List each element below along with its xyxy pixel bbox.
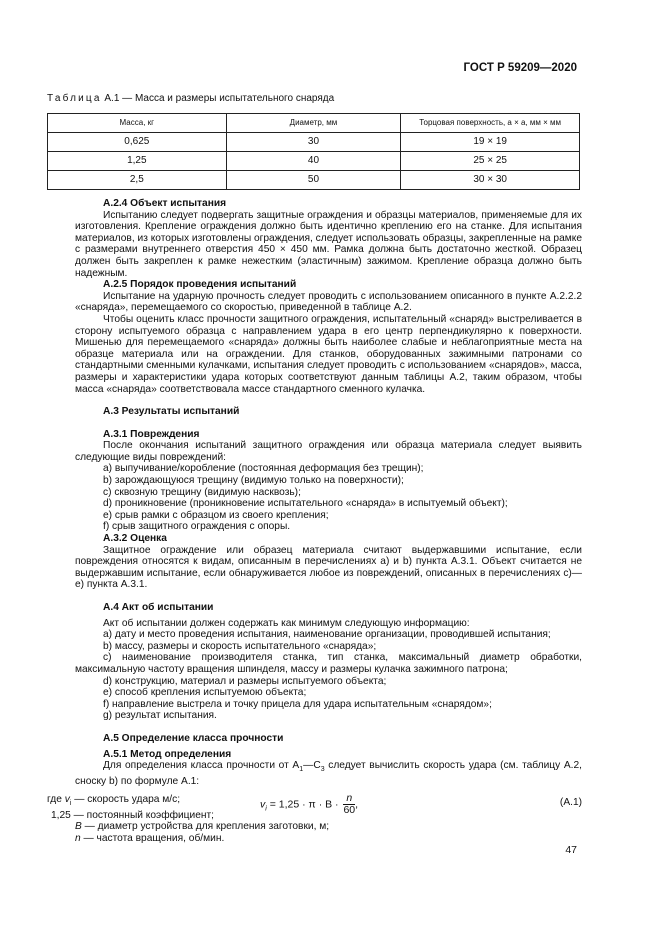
list-item: b) зарождающуюся трещину (видимую только на поверхности);	[103, 475, 404, 487]
projectile-table	[47, 113, 580, 190]
table-caption-text: А.1 — Масса и размеры испытательного снаряда	[101, 93, 335, 104]
table-cell: 40	[226, 152, 401, 171]
section-heading: А.2.5 Порядок проведения испытаний	[103, 279, 297, 291]
table-caption-prefix: Таблица	[47, 93, 102, 104]
table-cell: 1,25	[48, 152, 227, 171]
paragraph: Испытанию следует подвергать защитные ограждения и образцы материалов, применяемые для их изготовления. Крепление ограждения должно быть идентично креплению его на станке. Для испытания материалов, из которых изготовлены ограждения, следует использовать образцы, закрепленные на рамке с размерами внутреннего отверстия 450 × 450 мм. Рамка должна быть достаточно жесткой. Образец должен быть закреплен к рамке нежестким (эластичным) зажимом. Крепление образца должно быть надежным.	[75, 209, 582, 279]
paragraph: После окончания испытаний защитного ограждения или образца материала следует выявить следующие виды повреждений:	[75, 440, 582, 463]
table-row	[48, 152, 580, 171]
paragraph: Испытание на ударную прочность следует проводить с использованием описанного в пункте А.2.2.2 «снаряда», перемещаемого со скоростью, приведенной в таблице А.2.	[75, 290, 582, 314]
column-header-diameter: Диаметр, мм	[226, 114, 401, 133]
table-cell: 0,625	[48, 133, 227, 152]
table-cell: 50	[226, 171, 401, 190]
section-heading: А.2.4 Объект испытания	[103, 198, 227, 209]
legend-line: где $v_i$ — скорость удара м/с;	[47, 794, 181, 808]
list-item: d) проникновение (проникновение испытательного «снаряда» в испытуемый объект);	[103, 498, 508, 510]
legend-line: n — частота вращения, об/мин.	[75, 832, 225, 844]
column-header-face: Торцовая поверхность, a × a, мм × мм	[401, 114, 580, 133]
list-item: b) массу, размеры и скорость испытательного «снаряда»;	[103, 640, 377, 652]
table-cell: 30 × 30	[401, 171, 580, 190]
formula-number: (А.1)	[559, 797, 582, 809]
section-heading: А.3 Результаты испытаний	[103, 406, 240, 418]
formula-legend	[47, 794, 582, 844]
section-heading: А.4 Акт об испытании	[103, 602, 214, 613]
list-item: e) срыв рамки с образцом из своего крепления;	[103, 509, 329, 521]
section-heading: А.3.1 Повреждения	[103, 428, 200, 440]
list-item: d) конструкцию, материал и размеры испытуемого объекта;	[103, 675, 387, 687]
table-cell: 19 × 19	[401, 133, 580, 152]
paragraph: Чтобы оценить класс прочности защитного ограждения, испытательный «снаряд» выстреливается в сторону испытуемого образца с направлением удара в его центр перпендикулярно к поверхности. Мишенью для перемещаемого «снаряда» должны быть наиболее слабые и неблагоприятные места на образце материала или на ограждении. Для станков, оборудованных зажимными патронами со стандартными сменными кулачками, испытания следует проводить с использованием «снарядов», масса, размеры и характеристики удара которых соответствуют данным таблицы А.2, таким образом, чтобы масса «снаряда» соответствовала массе стандартного сменного кулачка.	[75, 313, 582, 395]
table-row	[48, 133, 580, 152]
formula-fraction: $\frac{n}{60}$	[343, 792, 356, 817]
list-item: a) дату и место проведения испытания, наименование организации, проводившей испытания;	[103, 629, 551, 641]
table-row	[48, 171, 580, 190]
table-cell: 30	[226, 133, 401, 152]
list-item: f) срыв защитного ограждения с опоры.	[103, 521, 291, 533]
document-id: ГОСТ Р 59209—2020	[463, 62, 577, 74]
table-cell: 2,5	[48, 171, 227, 190]
paragraph: Акт об испытании должен содержать как минимум следующую информацию:	[103, 617, 470, 629]
section-heading: А.5.1 Метод определения	[103, 748, 232, 760]
legend-line: B — диаметр устройства для крепления заготовки, м;	[75, 821, 330, 833]
paragraph: Для определения класса прочности от $А_1—С_3$ следует вычислить скорость удара (см. таблицу А.2, сноску b) по формуле А.1:	[75, 760, 582, 787]
list-item: a) выпучивание/коробление (постоянная деформация без трещин);	[103, 463, 424, 475]
list-item: g) результат испытания.	[103, 710, 217, 722]
list-item: f) направление выстрела и точку прицела для удара испытательным «снарядом»;	[103, 698, 492, 710]
table-caption	[47, 93, 334, 105]
legend-line: 1,25 — постоянный коэффициент;	[51, 809, 214, 821]
list-item: e) способ крепления испытуемою объекта;	[103, 687, 307, 699]
section-heading: А.5 Определение класса прочности	[103, 732, 284, 744]
list-item: c) наименование производителя станка, тип станка, максимальный диаметр обработки, максимальную частоту вращения шпинделя, массу и размеры кулачка зажимного патрона;	[75, 652, 582, 675]
document-body	[75, 198, 582, 821]
column-header-mass: Масса, кг	[48, 114, 227, 133]
section-heading: А.3.2 Оценка	[103, 533, 167, 545]
list-item: c) сквозную трещину (видимую насквозь);	[103, 486, 301, 498]
page-number: 47	[565, 844, 577, 856]
formula-expression: $v_i = 1,25 \cdot \pi \cdot B$ · $\frac{n}{60}$ ,	[260, 792, 359, 817]
table-header-row	[48, 114, 580, 133]
paragraph: Защитное ограждение или образец материала считают выдержавшими испытание, если повреждения относятся к видам, описанным в перечислениях a) и b) пункта А.3.1. Объект считается не выдержавшим испытание, если обнаруживается любое из повреждений, описанных в перечислениях c)—e) пункта А.3.1.	[75, 544, 582, 591]
table-cell: 25 × 25	[401, 152, 580, 171]
